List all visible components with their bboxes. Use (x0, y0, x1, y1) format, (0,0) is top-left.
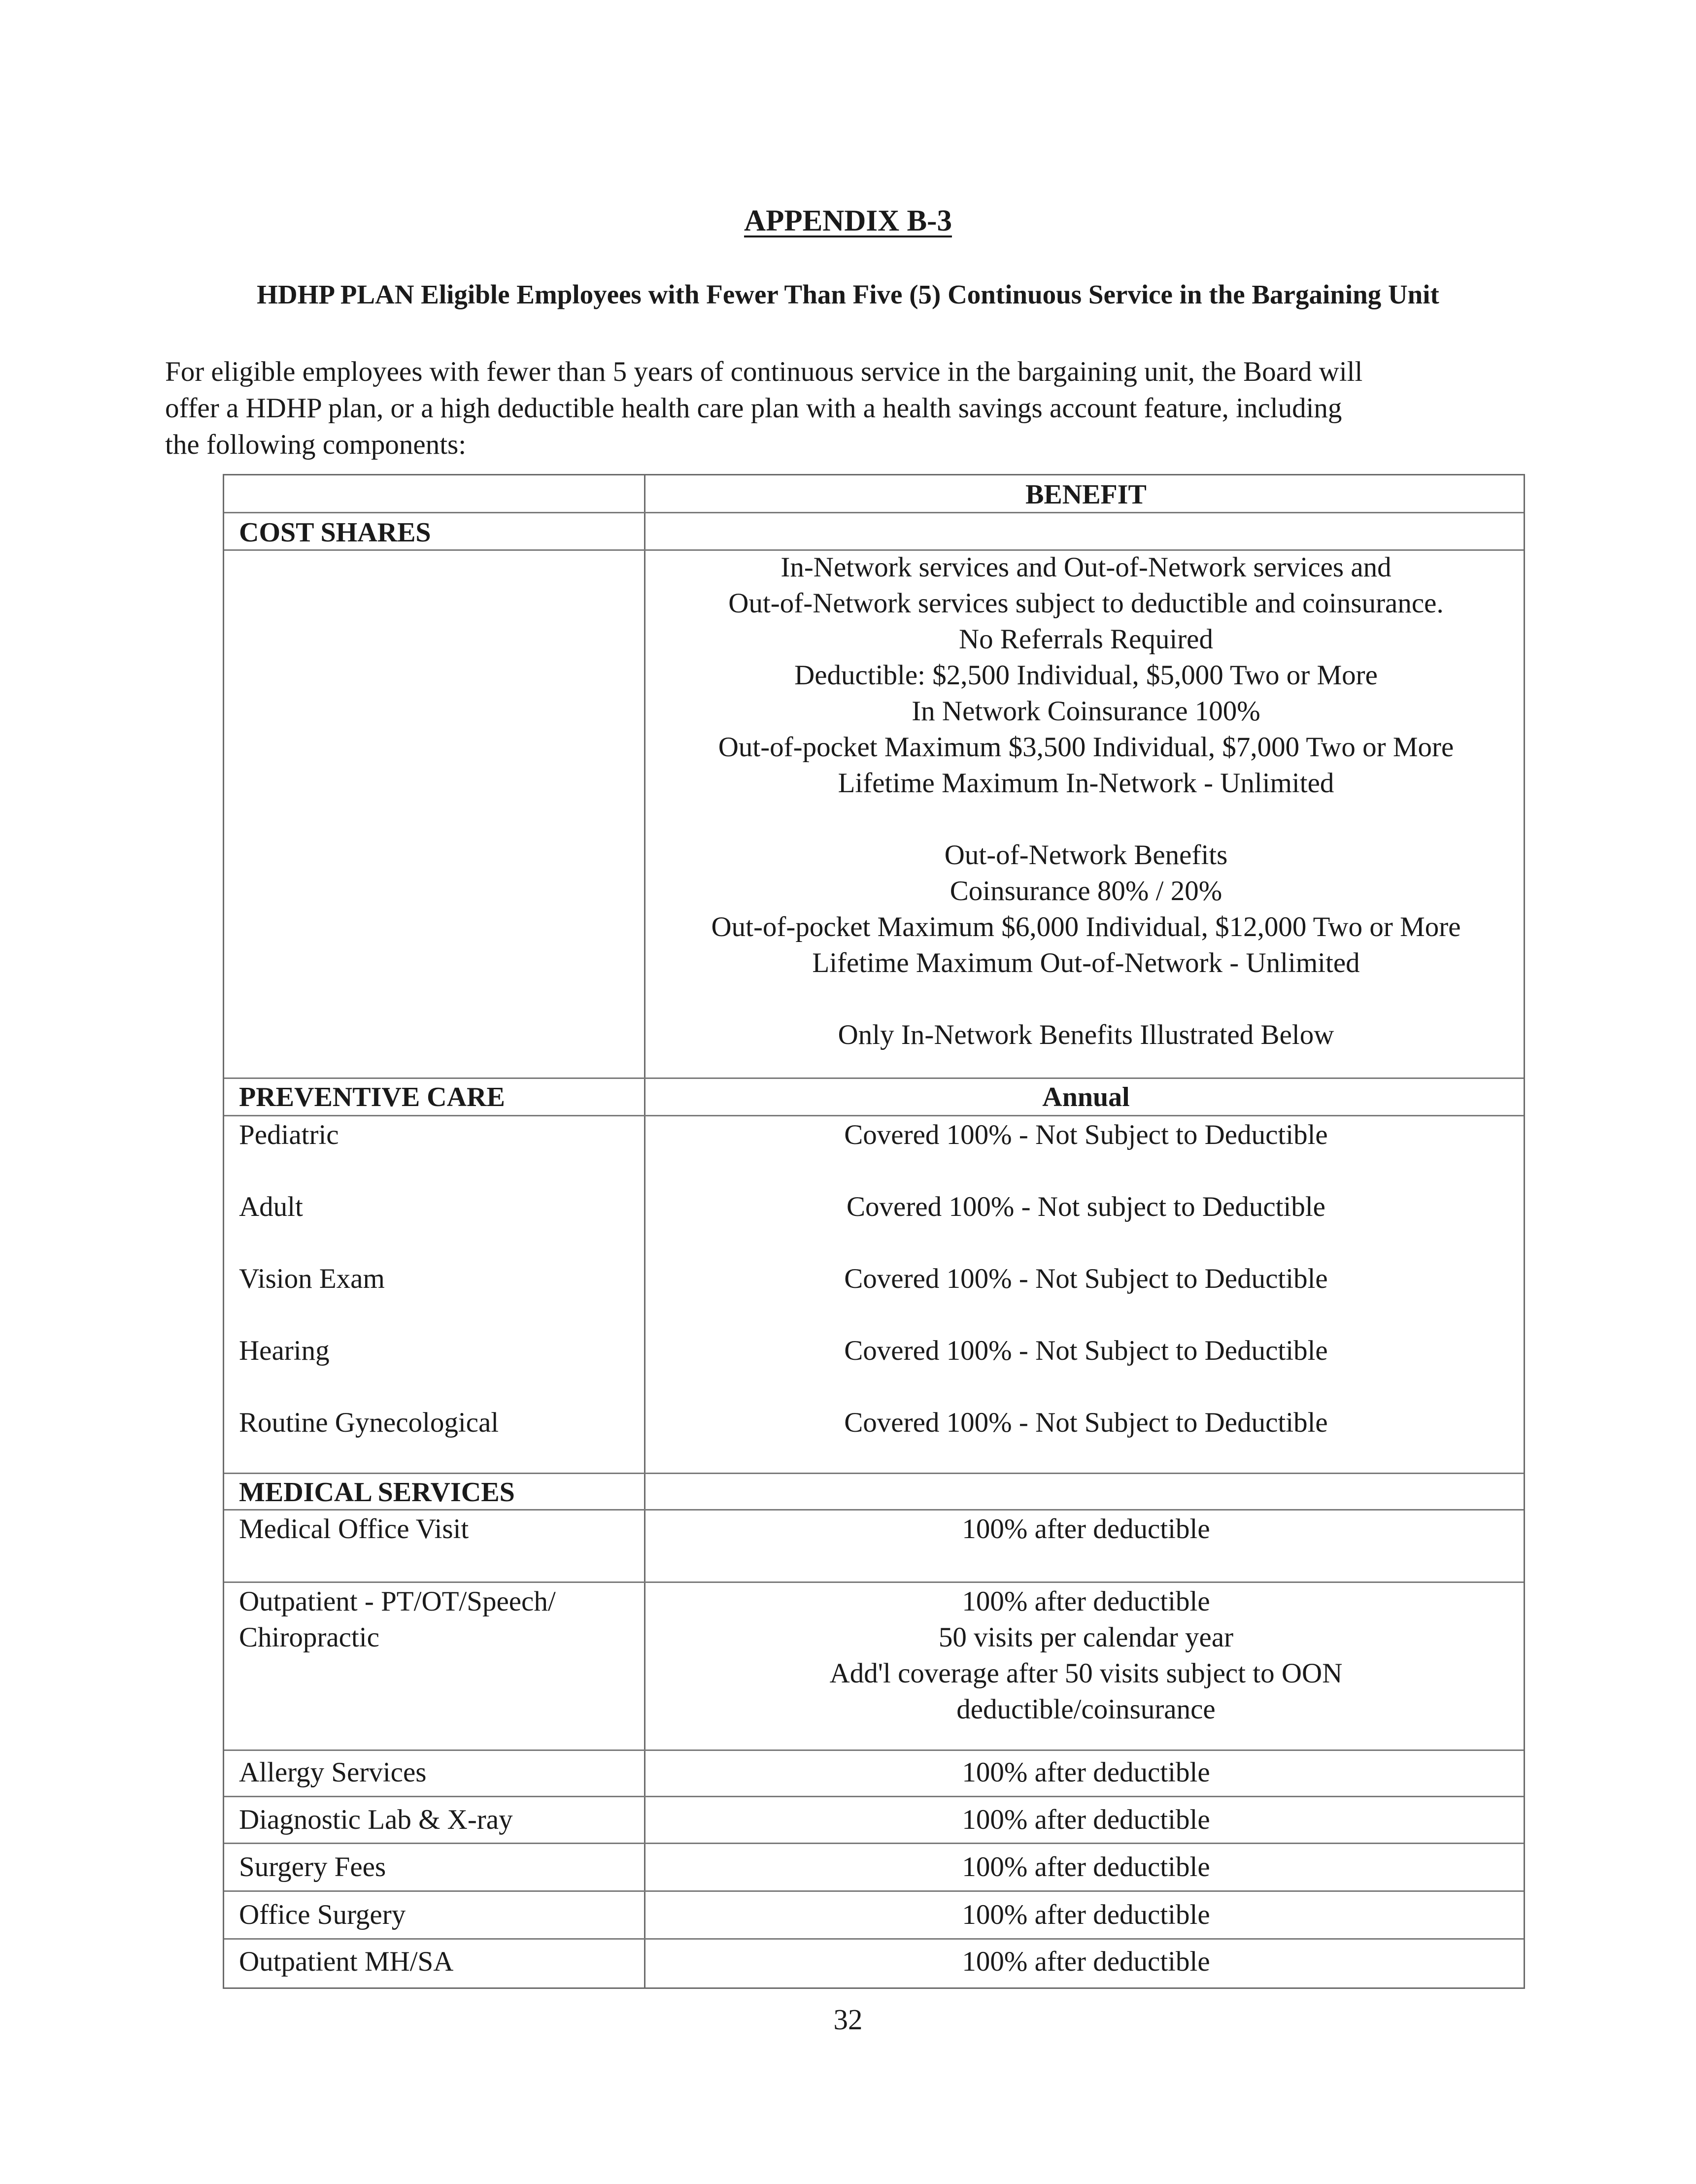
intro-paragraph (165, 354, 1545, 463)
service-benefit-line: 50 visits per calendar year (938, 1622, 1234, 1653)
cost-shares-line: Out-of-pocket Maximum $6,000 Individual, $12,000 Two or More (711, 911, 1461, 942)
page-title (0, 206, 1696, 236)
row-divider (224, 1843, 1524, 1844)
benefit-column-header: BENEFIT (1025, 479, 1147, 510)
cost-shares-line: Only In-Network Benefits Illustrated Below (838, 1019, 1334, 1050)
title-text: APPENDIX B-3 (744, 204, 952, 237)
service-label (239, 1583, 556, 1655)
medical-services-heading: MEDICAL SERVICES (239, 1477, 515, 1508)
cost-shares-details (647, 549, 1525, 1053)
service-label: Surgery Fees (239, 1851, 386, 1882)
cost-shares-line: Lifetime Maximum In-Network - Unlimited (838, 768, 1334, 799)
service-label-line: Chiropractic (239, 1622, 379, 1653)
row-divider (224, 1749, 1524, 1751)
benefits-table (223, 474, 1525, 1989)
cost-shares-line: Out-of-Network services subject to deductible and coinsurance. (728, 588, 1444, 619)
service-label: Hearing (239, 1335, 330, 1366)
cost-shares-line: Out-of-Network Benefits (944, 840, 1228, 871)
intro-line: For eligible employees with fewer than 5 years of continuous service in the bargaining unit, the Board will (165, 356, 1363, 387)
service-label-line: Outpatient - PT/OT/Speech/ (239, 1586, 556, 1617)
intro-line: offer a HDHP plan, or a high deductible health care plan with a health savings account feature, including (165, 393, 1342, 424)
service-benefit: 100% after deductible (962, 1851, 1210, 1882)
service-benefit: 100% after deductible (962, 1513, 1210, 1545)
service-benefit (647, 1583, 1525, 1727)
row-divider (224, 1473, 1524, 1474)
service-label: Vision Exam (239, 1263, 385, 1294)
cost-shares-line: Deductible: $2,500 Individual, $5,000 Two or More (794, 660, 1378, 691)
service-benefit: Covered 100% - Not subject to Deductible (847, 1191, 1325, 1222)
row-divider (224, 1796, 1524, 1797)
service-benefit: 100% after deductible (962, 1804, 1210, 1835)
service-benefit: Covered 100% - Not Subject to Deductible (844, 1119, 1328, 1150)
service-label: Office Surgery (239, 1899, 406, 1930)
cost-shares-blank (647, 801, 1525, 837)
intro-line: the following components: (165, 429, 467, 460)
row-divider (224, 1938, 1524, 1940)
cost-shares-line: No Referrals Required (959, 624, 1213, 655)
subtitle: HDHP PLAN Eligible Employees with Fewer Than Five (5) Continuous Service in the Bargaining Unit (257, 279, 1439, 309)
service-benefit-line: deductible/coinsurance (956, 1694, 1216, 1725)
cost-shares-line: Out-of-pocket Maximum $3,500 Individual, $7,000 Two or More (718, 732, 1454, 763)
service-benefit: Covered 100% - Not Subject to Deductible (844, 1263, 1328, 1294)
service-benefit: Covered 100% - Not Subject to Deductible (844, 1335, 1328, 1366)
service-benefit: 100% after deductible (962, 1899, 1210, 1930)
cost-shares-blank (647, 981, 1525, 1017)
service-benefit-line: 100% after deductible (962, 1586, 1210, 1617)
service-label: Adult (239, 1191, 303, 1222)
service-benefit: 100% after deductible (962, 1757, 1210, 1788)
row-divider (224, 1890, 1524, 1892)
row-divider (224, 1077, 1524, 1079)
cost-shares-line: In-Network services and Out-of-Network services and (780, 552, 1391, 583)
service-label: Routine Gynecological (239, 1407, 499, 1438)
preventive-care-heading: PREVENTIVE CARE (239, 1082, 505, 1112)
service-benefit: 100% after deductible (962, 1946, 1210, 1977)
cost-shares-line: Coinsurance 80% / 20% (950, 875, 1222, 907)
page-number: 32 (833, 2003, 863, 2036)
row-divider (224, 1581, 1524, 1583)
service-benefit-line: Add'l coverage after 50 visits subject to OON (829, 1658, 1343, 1689)
cost-shares-line: In Network Coinsurance 100% (912, 696, 1260, 727)
cost-shares-line: Lifetime Maximum Out-of-Network - Unlimited (812, 947, 1360, 978)
service-label: Pediatric (239, 1119, 339, 1150)
service-label: Diagnostic Lab & X-ray (239, 1804, 513, 1835)
cost-shares-heading: COST SHARES (239, 517, 431, 548)
preventive-care-annual-header: Annual (1042, 1082, 1130, 1112)
service-label: Outpatient MH/SA (239, 1946, 454, 1977)
service-benefit: Covered 100% - Not Subject to Deductible (844, 1407, 1328, 1438)
service-label: Medical Office Visit (239, 1513, 469, 1545)
column-divider (644, 475, 645, 1987)
service-label: Allergy Services (239, 1757, 427, 1788)
